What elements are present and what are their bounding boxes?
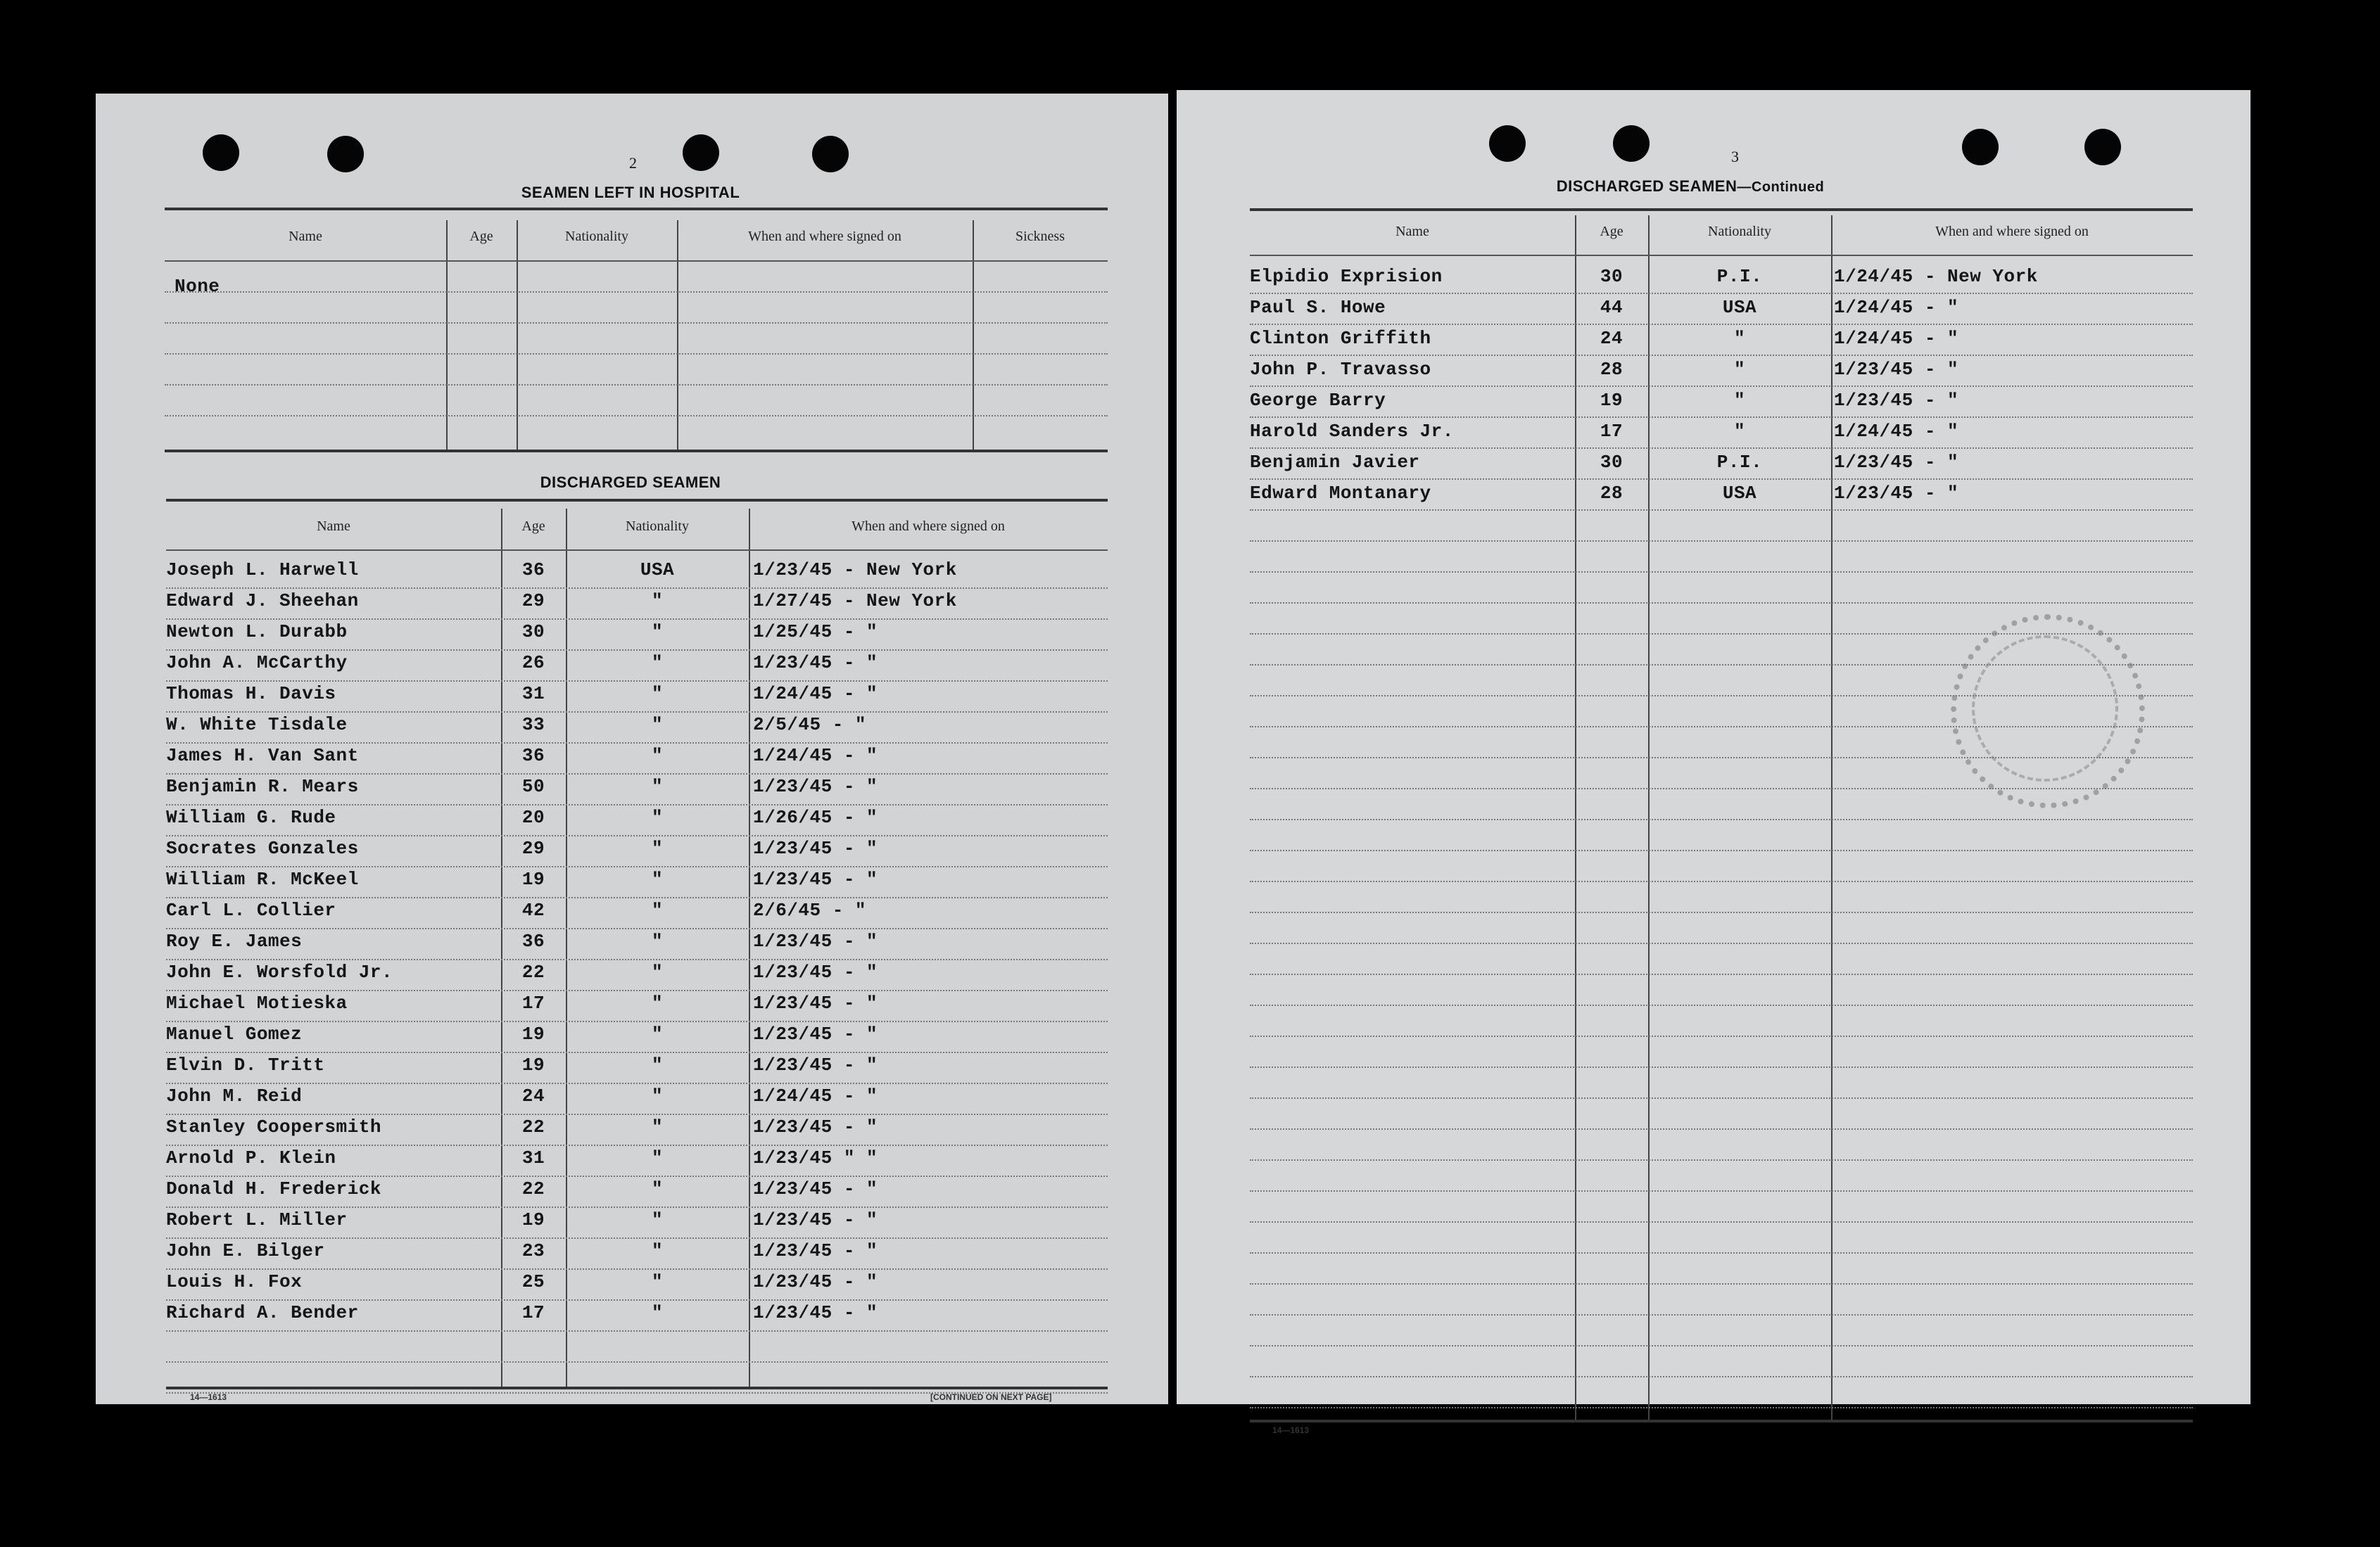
column-header-nationality: Nationality bbox=[1708, 224, 1771, 239]
seaman-nationality: USA bbox=[1722, 297, 1757, 318]
seaman-name: Stanley Coopersmith bbox=[166, 1116, 381, 1138]
seaman-nationality: " bbox=[651, 900, 664, 921]
seaman-name: Edward J. Sheehan bbox=[166, 590, 359, 611]
column-header-signed-on: When and where signed on bbox=[852, 518, 1005, 534]
seaman-name: Robert L. Miller bbox=[166, 1209, 348, 1230]
seaman-signed-on: 1/23/45 - " bbox=[753, 931, 878, 952]
continued-note: [CONTINUED ON NEXT PAGE] bbox=[930, 1392, 1052, 1402]
column-header-age: Age bbox=[521, 518, 545, 534]
seaman-name: Harold Sanders Jr. bbox=[1250, 421, 1454, 442]
seaman-name: Michael Motieska bbox=[166, 993, 348, 1014]
seaman-nationality: " bbox=[651, 1209, 664, 1230]
seaman-signed-on: 1/23/45 - " bbox=[1834, 359, 1959, 380]
seaman-age: 26 bbox=[521, 652, 545, 673]
seaman-nationality: " bbox=[651, 869, 664, 890]
seaman-name: John A. McCarthy bbox=[166, 652, 348, 673]
seaman-name: Edward Montanary bbox=[1250, 483, 1431, 504]
seaman-nationality: " bbox=[1733, 359, 1746, 380]
column-header-name: Name bbox=[317, 518, 350, 534]
seaman-name: Newton L. Durabb bbox=[166, 621, 348, 642]
seaman-nationality: " bbox=[651, 745, 664, 766]
seaman-nationality: " bbox=[651, 652, 664, 673]
seaman-signed-on: 1/23/45 " " bbox=[753, 1147, 878, 1169]
seaman-signed-on: 1/23/45 - " bbox=[1834, 452, 1959, 473]
seaman-age: 42 bbox=[521, 900, 545, 921]
title-main: DISCHARGED SEAMEN bbox=[1556, 177, 1737, 195]
seaman-signed-on: 1/24/45 - " bbox=[1834, 421, 1959, 442]
seaman-age: 19 bbox=[521, 1055, 545, 1076]
seaman-signed-on: 1/23/45 - " bbox=[753, 1271, 878, 1292]
column-header-name: Name bbox=[1395, 224, 1429, 239]
seaman-nationality: " bbox=[651, 621, 664, 642]
seaman-age: 24 bbox=[521, 1086, 545, 1107]
seaman-signed-on: 1/23/45 - " bbox=[753, 838, 878, 859]
seaman-name: Richard A. Bender bbox=[166, 1302, 359, 1323]
left-page bbox=[96, 94, 1168, 1404]
seaman-age: 23 bbox=[521, 1240, 545, 1261]
seaman-age: 24 bbox=[1600, 328, 1623, 349]
seaman-nationality: " bbox=[651, 931, 664, 952]
hospital-row-name: None bbox=[175, 276, 220, 297]
seaman-age: 17 bbox=[1600, 421, 1623, 442]
seaman-signed-on: 2/6/45 - " bbox=[753, 900, 867, 921]
seaman-nationality: " bbox=[651, 807, 664, 828]
seaman-signed-on: 1/23/45 - " bbox=[753, 1240, 878, 1261]
seaman-signed-on: 1/23/45 - " bbox=[753, 1055, 878, 1076]
seaman-name: Paul S. Howe bbox=[1250, 297, 1386, 318]
seaman-signed-on: 1/23/45 - " bbox=[1834, 390, 1959, 411]
seaman-name: John M. Reid bbox=[166, 1086, 303, 1107]
seaman-signed-on: 1/23/45 - " bbox=[753, 869, 878, 890]
column-header-nationality: Nationality bbox=[626, 518, 689, 534]
seaman-nationality: " bbox=[651, 1240, 664, 1261]
hospital-section-title: SEAMEN LEFT IN HOSPITAL bbox=[521, 184, 740, 201]
seaman-signed-on: 1/23/45 - " bbox=[753, 1302, 878, 1323]
discharged-section-title: DISCHARGED SEAMEN bbox=[540, 473, 721, 491]
seaman-age: 44 bbox=[1600, 297, 1623, 318]
seaman-name: Manuel Gomez bbox=[166, 1024, 303, 1045]
seaman-signed-on: 1/23/45 - " bbox=[753, 1209, 878, 1230]
column-header-name: Name bbox=[289, 229, 322, 244]
seaman-nationality: P.I. bbox=[1716, 266, 1763, 287]
seaman-nationality: " bbox=[651, 1178, 664, 1199]
punch-hole bbox=[2084, 129, 2121, 165]
seaman-signed-on: 1/23/45 - " bbox=[753, 652, 878, 673]
seaman-nationality: " bbox=[651, 1116, 664, 1138]
seaman-nationality: " bbox=[1733, 390, 1746, 411]
seaman-signed-on: 1/25/45 - " bbox=[753, 621, 878, 642]
seaman-nationality: " bbox=[651, 776, 664, 797]
seaman-name: William R. McKeel bbox=[166, 869, 359, 890]
page-number: 3 bbox=[1731, 148, 1739, 165]
seaman-name: Arnold P. Klein bbox=[166, 1147, 336, 1169]
seaman-name: Elvin D. Tritt bbox=[166, 1055, 325, 1076]
seaman-name: Socrates Gonzales bbox=[166, 838, 359, 859]
seaman-age: 19 bbox=[521, 869, 545, 890]
seaman-nationality: " bbox=[651, 838, 664, 859]
seaman-age: 20 bbox=[521, 807, 545, 828]
seaman-nationality: " bbox=[651, 1086, 664, 1107]
seaman-nationality: " bbox=[651, 1302, 664, 1323]
column-header-sickness: Sickness bbox=[1015, 229, 1065, 244]
seaman-name: Clinton Griffith bbox=[1250, 328, 1431, 349]
seaman-nationality: " bbox=[651, 683, 664, 704]
seaman-name: William G. Rude bbox=[166, 807, 336, 828]
column-header-signed-on: When and where signed on bbox=[748, 229, 901, 244]
seaman-nationality: " bbox=[651, 590, 664, 611]
form-number: 14—1613 bbox=[190, 1392, 227, 1402]
seaman-age: 22 bbox=[521, 962, 545, 983]
seaman-age: 36 bbox=[521, 559, 545, 580]
seaman-age: 19 bbox=[1600, 390, 1623, 411]
seaman-name: Roy E. James bbox=[166, 931, 303, 952]
seaman-age: 28 bbox=[1600, 483, 1623, 504]
seaman-name: John E. Bilger bbox=[166, 1240, 325, 1261]
seaman-name: John E. Worsfold Jr. bbox=[166, 962, 393, 983]
column-header-age: Age bbox=[469, 229, 493, 244]
seaman-age: 22 bbox=[521, 1178, 545, 1199]
seaman-nationality: P.I. bbox=[1716, 452, 1763, 473]
seaman-signed-on: 2/5/45 - " bbox=[753, 714, 867, 735]
seaman-nationality: " bbox=[1733, 328, 1746, 349]
seaman-age: 31 bbox=[521, 1147, 545, 1169]
seaman-age: 30 bbox=[1600, 452, 1623, 473]
seaman-name: James H. Van Sant bbox=[166, 745, 359, 766]
seaman-name: W. White Tisdale bbox=[166, 714, 348, 735]
punch-hole bbox=[1962, 129, 1999, 165]
seaman-name: Thomas H. Davis bbox=[166, 683, 336, 704]
seaman-age: 19 bbox=[521, 1209, 545, 1230]
seaman-age: 17 bbox=[521, 1302, 545, 1323]
seaman-age: 33 bbox=[521, 714, 545, 735]
seaman-nationality: " bbox=[651, 1055, 664, 1076]
seaman-name: Benjamin R. Mears bbox=[166, 776, 359, 797]
punch-hole bbox=[1489, 125, 1526, 162]
seaman-signed-on: 1/23/45 - " bbox=[753, 962, 878, 983]
seaman-signed-on: 1/24/45 - New York bbox=[1834, 266, 2038, 287]
seaman-age: 29 bbox=[521, 590, 545, 611]
right-page bbox=[1177, 90, 2251, 1435]
seaman-nationality: " bbox=[651, 993, 664, 1014]
seaman-signed-on: 1/27/45 - New York bbox=[753, 590, 957, 611]
seaman-nationality: " bbox=[651, 714, 664, 735]
seaman-age: 29 bbox=[521, 838, 545, 859]
punch-hole bbox=[203, 134, 239, 171]
seaman-signed-on: 1/24/45 - " bbox=[1834, 328, 1959, 349]
punch-hole bbox=[812, 136, 849, 172]
punch-hole bbox=[327, 136, 364, 172]
seaman-age: 25 bbox=[521, 1271, 545, 1292]
seaman-name: Carl L. Collier bbox=[166, 900, 336, 921]
seaman-signed-on: 1/23/45 - New York bbox=[753, 559, 957, 580]
seaman-age: 30 bbox=[521, 621, 545, 642]
seaman-age: 17 bbox=[521, 993, 545, 1014]
seaman-age: 36 bbox=[521, 931, 545, 952]
page-number: 2 bbox=[629, 154, 637, 172]
seaman-signed-on: 1/23/45 - " bbox=[753, 993, 878, 1014]
seaman-signed-on: 1/23/45 - " bbox=[753, 1116, 878, 1138]
seaman-age: 19 bbox=[521, 1024, 545, 1045]
seaman-name: Joseph L. Harwell bbox=[166, 559, 359, 580]
title-continued: —Continued bbox=[1737, 179, 1825, 195]
seaman-nationality: " bbox=[651, 1271, 664, 1292]
seaman-age: 22 bbox=[521, 1116, 545, 1138]
column-header-signed-on: When and where signed on bbox=[1935, 224, 2089, 239]
seaman-age: 36 bbox=[521, 745, 545, 766]
seaman-age: 30 bbox=[1600, 266, 1623, 287]
seaman-signed-on: 1/24/45 - " bbox=[753, 683, 878, 704]
seaman-signed-on: 1/23/45 - " bbox=[1834, 483, 1959, 504]
seaman-nationality: USA bbox=[640, 559, 675, 580]
seaman-nationality: " bbox=[651, 962, 664, 983]
seaman-nationality: " bbox=[1733, 421, 1746, 442]
discharged-continued-title bbox=[1507, 177, 1873, 196]
seaman-nationality: USA bbox=[1722, 483, 1757, 504]
seaman-signed-on: 1/24/45 - " bbox=[753, 1086, 878, 1107]
punch-hole bbox=[1613, 125, 1650, 162]
seaman-signed-on: 1/24/45 - " bbox=[753, 745, 878, 766]
form-number: 14—1613 bbox=[1272, 1425, 1310, 1435]
seaman-nationality: " bbox=[651, 1147, 664, 1169]
seaman-name: George Barry bbox=[1250, 390, 1386, 411]
seaman-signed-on: 1/24/45 - " bbox=[1834, 297, 1959, 318]
punch-hole bbox=[683, 134, 719, 171]
seaman-name: John P. Travasso bbox=[1250, 359, 1431, 380]
column-header-age: Age bbox=[1600, 224, 1623, 239]
seaman-name: Louis H. Fox bbox=[166, 1271, 303, 1292]
seaman-age: 28 bbox=[1600, 359, 1623, 380]
seaman-signed-on: 1/23/45 - " bbox=[753, 1178, 878, 1199]
seal-stamp-inner bbox=[1972, 635, 2118, 782]
seaman-signed-on: 1/23/45 - " bbox=[753, 776, 878, 797]
column-header-nationality: Nationality bbox=[565, 229, 628, 244]
seaman-signed-on: 1/23/45 - " bbox=[753, 1024, 878, 1045]
seaman-age: 50 bbox=[521, 776, 545, 797]
seaman-nationality: " bbox=[651, 1024, 664, 1045]
seaman-name: Donald H. Frederick bbox=[166, 1178, 381, 1199]
seaman-name: Elpidio Exprision bbox=[1250, 266, 1443, 287]
seaman-name: Benjamin Javier bbox=[1250, 452, 1420, 473]
seaman-signed-on: 1/26/45 - " bbox=[753, 807, 878, 828]
seaman-age: 31 bbox=[521, 683, 545, 704]
